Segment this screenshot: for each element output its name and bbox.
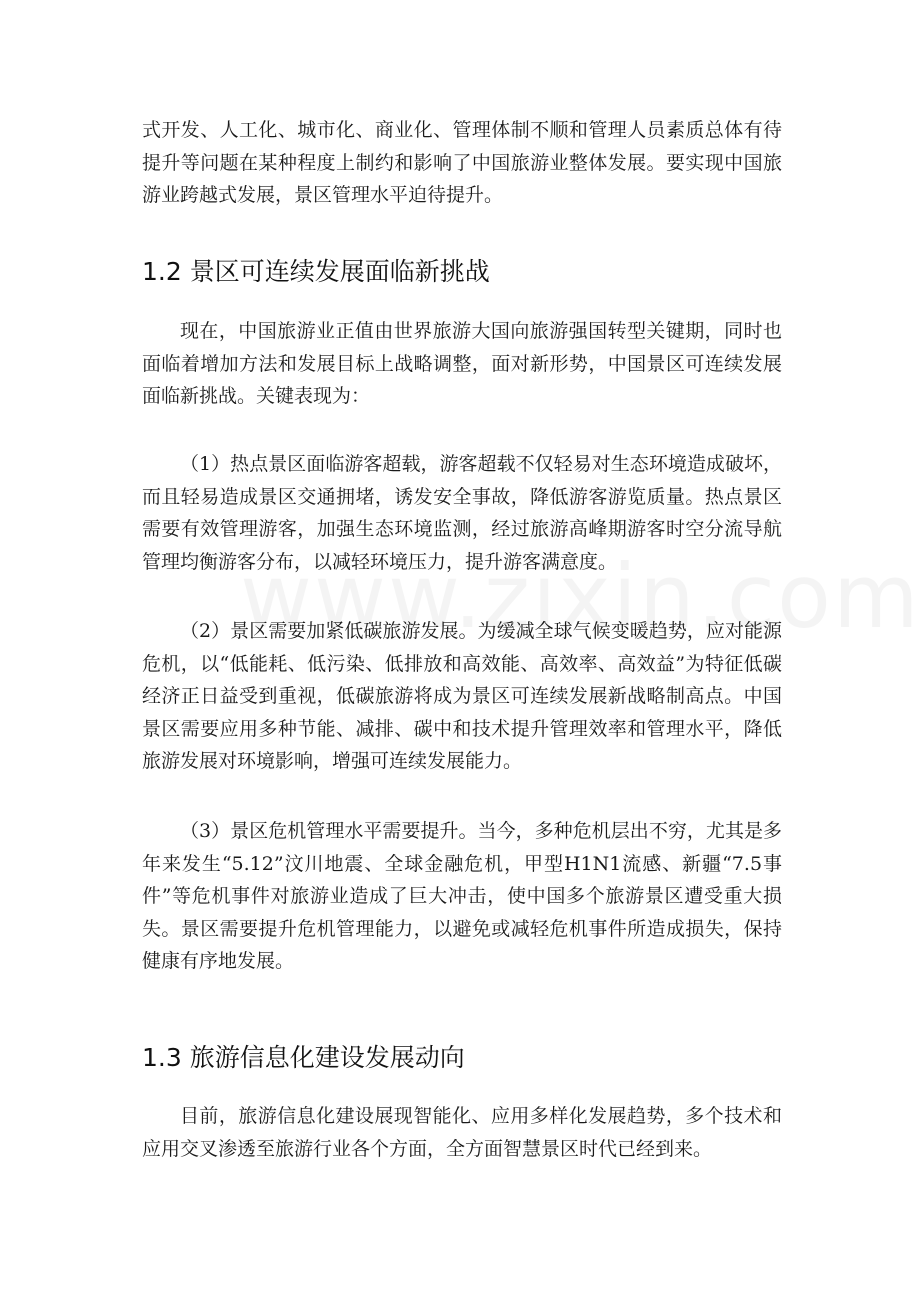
paragraph-item-1: （1）热点景区面临游客超载，游客超载不仅轻易对生态环境造成破坏，而且轻易造成景区交通拥堵，诱发安全事故，降低游客游览质量。热点景区需要有效管理游客，加强生态环境监测，经过旅游高峰期游客时空分流导航管理均衡游客分布，以减轻环境压力，提升游客满意度。 <box>142 453 782 573</box>
section-heading-1-3: 1.3 旅游信息化建设发展动向 <box>142 1043 465 1072</box>
paragraph-intro: 现在，中国旅游业正值由世界旅游大国向旅游强国转型关键期，同时也面临着增加方法和发展目标上战略调整，面对新形势，中国景区可连续发展面临新挑战。关键表现为： <box>142 320 782 407</box>
paragraph-continuation: 式开发、人工化、城市化、商业化、管理体制不顺和管理人员素质总体有待提升等问题在某种程度上制约和影响了中国旅游业整体发展。要实现中国旅游业跨越式发展，景区管理水平迫待提升。 <box>142 119 782 206</box>
section-heading-1-2: 1.2 景区可连续发展面临新挑战 <box>142 257 490 286</box>
paragraph-item-2: （2）景区需要加紧低碳旅游发展。为缓减全球气候变暖趋势，应对能源危机，以“低能耗、低污染、低排放和高效能、高效率、高效益”为特征低碳经济正日益受到重视，低碳旅游将成为景区可连续发展新战略制高点。中国景区需要应用多种节能、减排、碳中和技术提升管理效率和管理水平，降低旅游发展对环境影响，增强可连续发展能力。 <box>142 620 782 772</box>
paragraph-trends: 目前，旅游信息化建设展现智能化、应用多样化发展趋势，多个技术和应用交叉渗透至旅游行业各个方面，全方面智慧景区时代已经到来。 <box>142 1105 782 1160</box>
paragraph-item-3: （3）景区危机管理水平需要提升。当今，多种危机层出不穷，尤其是多年来发生“5.12”汶川地震、全球金融危机，甲型H1N1流感、新疆“7.5事件”等危机事件对旅游业造成了巨大冲击，使中国多个旅游景区遭受重大损失。景区需要提升危机管理能力，以避免或减轻危机事件所造成损失，保持健康有序地发展。 <box>142 820 782 972</box>
